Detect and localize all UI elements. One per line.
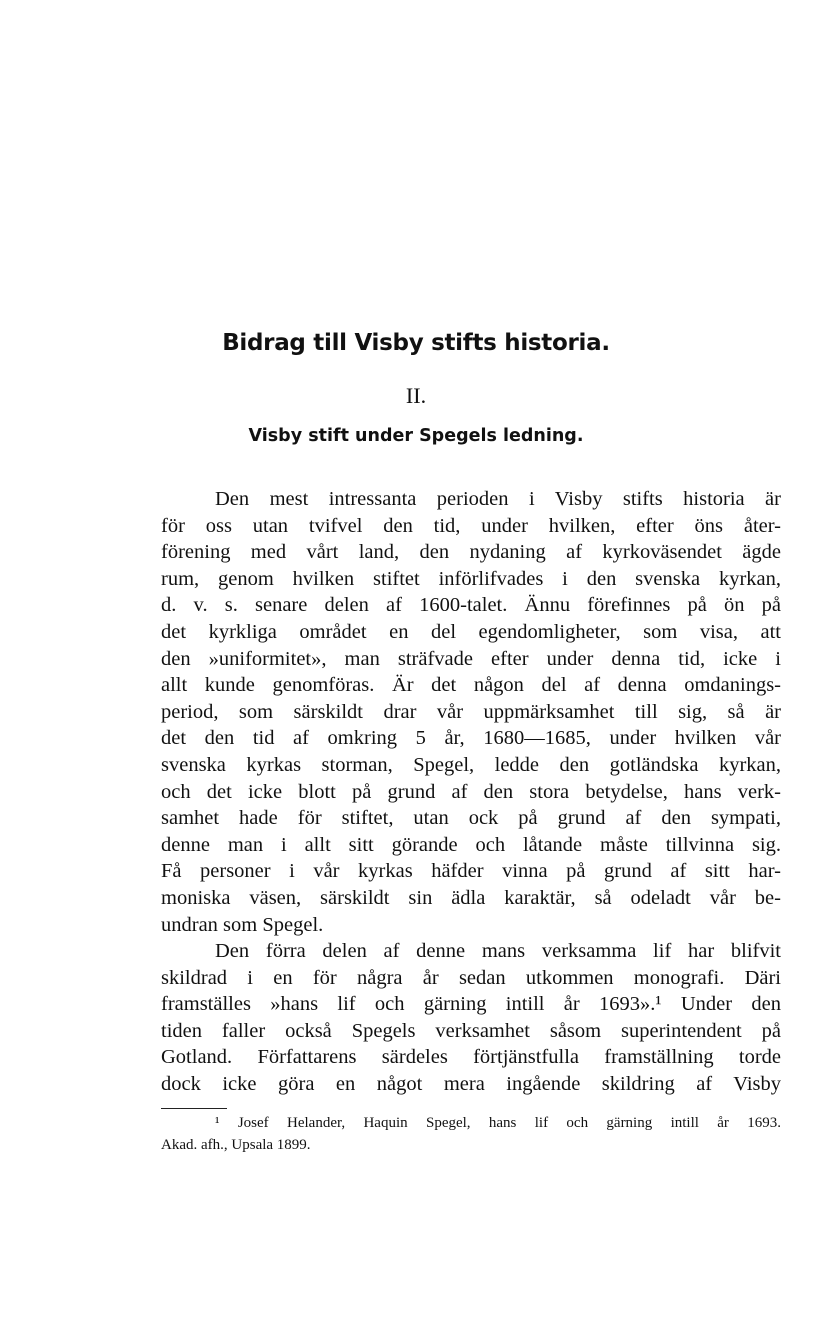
body-line: denne man i allt sitt görande och låtande måste tillvinna sig.	[161, 833, 781, 856]
footnote-line: Akad. afh., Upsala 1899.	[161, 1137, 311, 1153]
part-numeral: II.	[405, 383, 427, 408]
body-line: det kyrkliga området en del egendomligheter, som visa, att	[161, 620, 781, 643]
body-line: och det icke blott på grund af den stora betydelse, hans verk-	[161, 780, 781, 803]
section-subtitle: Visby stift under Spegels ledning.	[248, 426, 584, 446]
body-line: period, som särskildt drar vår uppmärksamhet till sig, så är	[161, 700, 781, 723]
body-line: allt kunde genomföras. Är det någon del af denna omdanings-	[161, 674, 781, 697]
body-line: framställes »hans lif och gärning intill år 1693».¹ Under den	[161, 993, 781, 1016]
body-line: skildrad i en för några år sedan utkommen monografi. Däri	[161, 966, 781, 989]
body-line: dock icke göra en något mera ingående skildring af Visby	[161, 1073, 781, 1096]
body-line: undran som Spegel.	[161, 913, 324, 936]
body-line: den »uniformitet», man sträfvade efter under denna tid, icke i	[161, 647, 781, 670]
body-line: rum, genom hvilken stiftet införlifvades i den svenska kyrkan,	[161, 567, 781, 590]
footnote	[161, 1112, 781, 1156]
body-line: Få personer i vår kyrkas häfder vinna på grund af sitt har-	[161, 860, 781, 883]
body-line: det den tid af omkring 5 år, 1680—1685, under hvilken vår	[161, 727, 781, 750]
body-line: Den mest intressanta perioden i Visby stifts historia är	[215, 488, 781, 510]
body-line: tiden faller också Spegels verksamhet såsom superintendent på	[161, 1019, 781, 1042]
footnote-line: ¹ Josef Helander, Haquin Spegel, hans lif och gärning intill år 1693.	[215, 1115, 781, 1131]
body-line: för oss utan tvifvel den tid, under hvilken, efter öns åter-	[161, 514, 781, 537]
body-line: Den förra delen af denne mans verksamma lif har blifvit	[215, 940, 781, 963]
body-line: svenska kyrkas storman, Spegel, ledde den gotländska kyrkan,	[161, 753, 781, 776]
body-line: moniska väsen, särskildt sin ädla karaktär, så odeladt vår be-	[161, 886, 781, 909]
body-line: förening med vårt land, den nydaning af kyrkoväsendet ägde	[161, 541, 781, 564]
chapter-title: Bidrag till Visby stifts historia.	[222, 330, 610, 356]
body-line: d. v. s. senare delen af 1600-talet. Ännu förefinnes på ön på	[161, 594, 781, 617]
footnote-divider	[161, 1108, 227, 1109]
body-text	[161, 486, 781, 1098]
body-line: Gotland. Författarens särdeles förtjänstfulla framställning torde	[161, 1046, 781, 1069]
body-line: samhet hade för stiftet, utan ock på grund af den sympati,	[161, 807, 781, 830]
